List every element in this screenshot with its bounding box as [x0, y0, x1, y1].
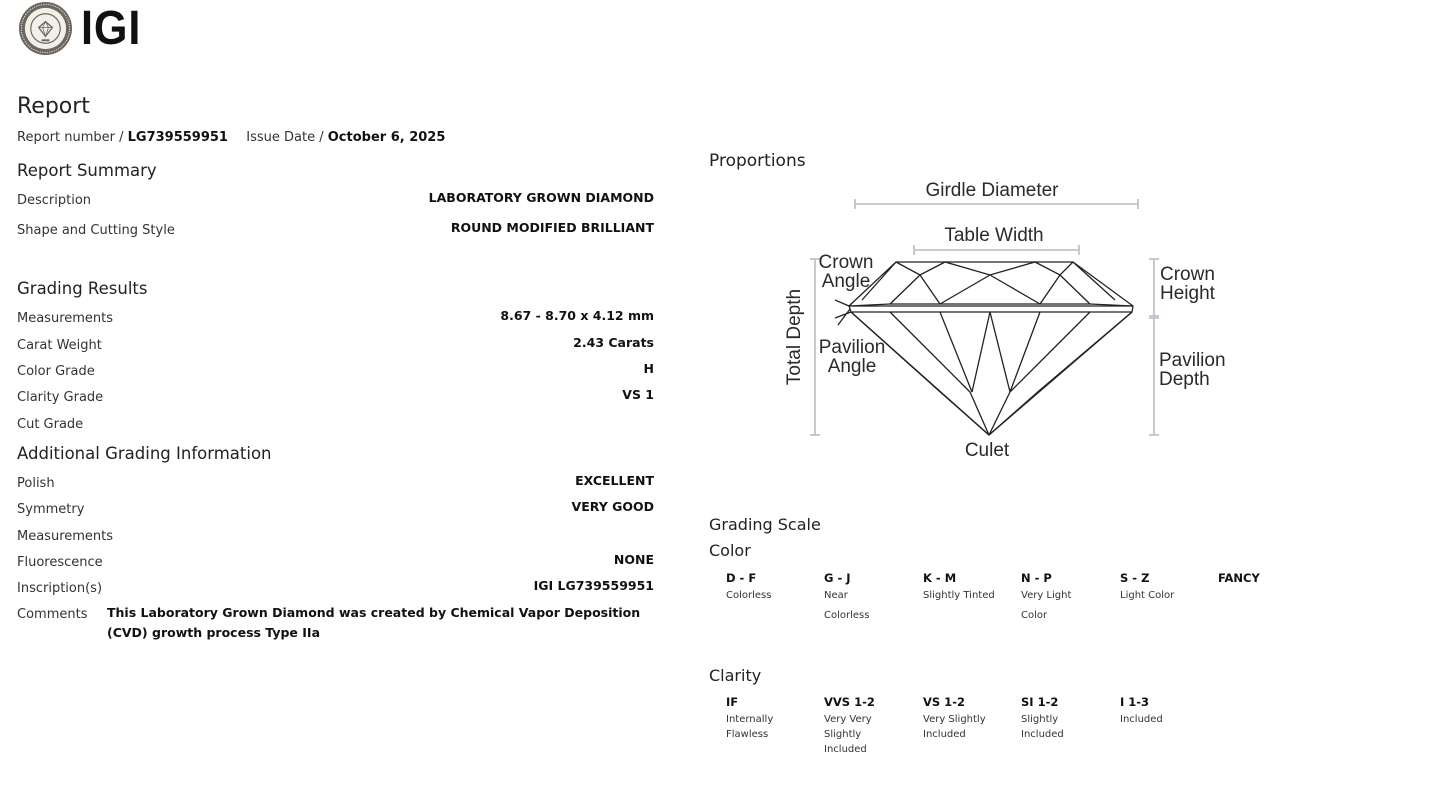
row-label: Symmetry	[17, 502, 85, 517]
grading-row-measurements	[17, 308, 654, 333]
summary-row-description	[17, 190, 654, 215]
label-pavilion-angle-line1: Pavilion	[818, 337, 886, 358]
color-grade-g-j	[824, 571, 914, 626]
additional-row-fluorescence	[17, 552, 654, 577]
grading-row-clarity	[17, 387, 654, 412]
comments-label: Comments	[17, 607, 88, 622]
summary-row-shape	[17, 220, 654, 245]
grade-name: VVS 1-2	[824, 695, 875, 709]
grade-desc: Very Slightly Included	[923, 714, 986, 740]
row-label: Measurements	[17, 529, 114, 544]
comments-text: This Laboratory Grown Diamond was created by Chemical Vapor Deposition (CVD) growth process Type IIa	[107, 605, 641, 640]
grade-name: G - J	[824, 571, 851, 585]
row-value: NONE	[613, 552, 654, 567]
grade-name: K - M	[923, 571, 957, 585]
proportions-heading: Proportions	[709, 151, 806, 171]
label-pavilion-depth-line2: Depth	[1159, 369, 1210, 390]
row-value: ROUND MODIFIED BRILLIANT	[450, 220, 654, 235]
label-crown-angle-line1: Crown	[818, 252, 874, 273]
label-crown-angle-line2: Angle	[821, 271, 871, 292]
row-value: H	[643, 361, 654, 376]
row-value: VS 1	[622, 387, 654, 402]
label-pavilion-depth-line1: Pavilion	[1159, 350, 1226, 371]
additional-info-heading: Additional Grading Information	[17, 444, 272, 463]
additional-row-symmetry	[17, 499, 654, 524]
row-value: 2.43 Carats	[573, 335, 654, 350]
row-label: Clarity Grade	[17, 390, 104, 405]
row-value: VERY GOOD	[571, 499, 654, 514]
row-label: Cut Grade	[17, 417, 84, 432]
label-crown-height-line2: Height	[1160, 283, 1215, 304]
grading-row-color	[17, 361, 654, 386]
grade-name: SI 1-2	[1021, 695, 1059, 709]
label-pavilion-angle-line2: Angle	[827, 356, 877, 377]
color-grade-k-m	[923, 571, 1013, 606]
igi-wordmark: IGI	[81, 2, 142, 55]
clarity-grade-si	[1021, 695, 1111, 742]
color-scale-heading: Color	[709, 541, 751, 560]
additional-row-inscription	[17, 578, 654, 603]
grade-name: IF	[726, 695, 739, 709]
clarity-grade-if	[726, 695, 816, 742]
label-culet: Culet	[964, 440, 1010, 461]
issue-date: October 6, 2025	[327, 130, 446, 145]
label-girdle-diameter: Girdle Diameter	[925, 180, 1059, 201]
grade-name: VS 1-2	[923, 695, 965, 709]
row-label: Description	[17, 193, 92, 208]
grade-desc: Very Very Slightly Included	[824, 714, 872, 755]
report-number: LG739559951	[127, 130, 228, 145]
row-value: 8.67 - 8.70 x 4.12 mm	[500, 308, 654, 323]
grading-row-cut	[17, 417, 654, 439]
report-summary-heading: Report Summary	[17, 161, 157, 180]
color-grade-s-z	[1120, 571, 1210, 606]
row-label: Polish	[17, 476, 55, 491]
clarity-grade-i	[1120, 695, 1210, 727]
row-label: Fluorescence	[17, 555, 103, 570]
color-grade-n-p	[1021, 571, 1111, 626]
issue-date-label: Issue Date /	[246, 130, 328, 145]
grade-desc: Light Color	[1120, 590, 1175, 601]
report-meta	[17, 130, 445, 145]
row-label: Carat Weight	[17, 338, 102, 353]
label-crown-height-line1: Crown	[1160, 264, 1215, 285]
row-value: IGI LG739559951	[533, 578, 654, 593]
label-table-width: Table Width	[944, 225, 1044, 246]
grade-name: D - F	[726, 571, 757, 585]
clarity-grade-vvs	[824, 695, 914, 757]
diamond-proportions-diagram	[760, 170, 1260, 470]
grade-desc: Colorless	[726, 590, 772, 601]
row-value: EXCELLENT	[575, 473, 654, 488]
grade-desc: Very Light Color	[1021, 590, 1072, 621]
igi-seal-logo	[18, 1, 73, 56]
row-label: Measurements	[17, 311, 114, 326]
clarity-scale-heading: Clarity	[709, 666, 762, 685]
grade-name: S - Z	[1120, 571, 1150, 585]
row-label: Inscription(s)	[17, 581, 103, 596]
grade-desc: Included	[1120, 714, 1163, 725]
grade-name: N - P	[1021, 571, 1052, 585]
clarity-grade-vs	[923, 695, 1013, 742]
grade-desc: Slightly Included	[1021, 714, 1064, 740]
grading-row-carat	[17, 335, 654, 360]
additional-row-measurements	[17, 529, 654, 551]
grading-results-heading: Grading Results	[17, 279, 148, 298]
label-total-depth: Total Depth	[784, 288, 805, 386]
row-value: LABORATORY GROWN DIAMOND	[428, 190, 654, 205]
grade-desc: Slightly Tinted	[923, 590, 995, 601]
color-grade-fancy	[1218, 571, 1308, 585]
grade-name: I 1-3	[1120, 695, 1150, 709]
row-label: Color Grade	[17, 364, 95, 379]
additional-row-polish	[17, 473, 654, 498]
grading-scale-heading: Grading Scale	[709, 515, 821, 534]
row-label: Shape and Cutting Style	[17, 223, 175, 238]
grade-desc: Near Colorless	[824, 590, 870, 621]
report-number-label: Report number /	[17, 130, 128, 145]
grade-name: FANCY	[1218, 571, 1260, 585]
grade-desc: Internally Flawless	[726, 714, 774, 740]
color-grade-d-f	[726, 571, 816, 606]
report-title: Report	[17, 94, 90, 119]
